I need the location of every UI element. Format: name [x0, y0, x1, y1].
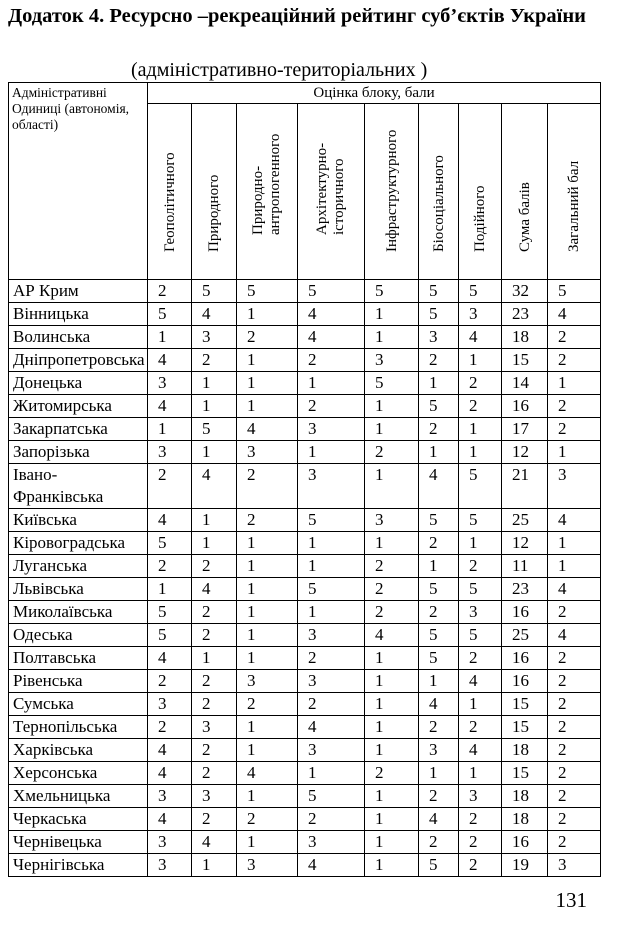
- score-cell: 2: [548, 670, 601, 693]
- score-cell: 5: [459, 509, 502, 532]
- score-cell: 2: [237, 509, 298, 532]
- score-cell: 2: [548, 716, 601, 739]
- score-cell: 1: [548, 441, 601, 464]
- score-cell: 2: [192, 624, 237, 647]
- score-cell: 2: [298, 349, 365, 372]
- score-cell: 3: [192, 326, 237, 349]
- table-row: [9, 418, 601, 441]
- score-cell: 2: [237, 808, 298, 831]
- score-cell: 2: [548, 693, 601, 716]
- score-cell: 1: [298, 532, 365, 555]
- score-cell: 2: [548, 831, 601, 854]
- score-cell: 3: [298, 418, 365, 441]
- score-cell: 2: [548, 349, 601, 372]
- score-cell: 4: [548, 509, 601, 532]
- score-cell: 3: [148, 372, 192, 395]
- score-cell: 2: [298, 693, 365, 716]
- score-cell: 1: [192, 647, 237, 670]
- column-header: [365, 104, 419, 280]
- score-cell: 4: [365, 624, 419, 647]
- score-cell: 3: [365, 509, 419, 532]
- score-cell: 2: [548, 739, 601, 762]
- region-name: Донецька: [9, 372, 148, 395]
- score-cell: 5: [365, 372, 419, 395]
- region-name: Волинська: [9, 326, 148, 349]
- score-cell: 4: [237, 418, 298, 441]
- score-cell: 1: [192, 509, 237, 532]
- column-header: [459, 104, 502, 280]
- score-cell: 2: [148, 555, 192, 578]
- score-cell: 2: [419, 831, 459, 854]
- score-cell: 2: [192, 670, 237, 693]
- score-cell: 1: [365, 303, 419, 326]
- region-name: Херсонська: [9, 762, 148, 785]
- score-cell: 5: [298, 509, 365, 532]
- column-header: [548, 104, 601, 280]
- score-cell: 1: [298, 441, 365, 464]
- score-cell: 15: [502, 716, 548, 739]
- score-cell: 1: [237, 395, 298, 418]
- table-row: [9, 670, 601, 693]
- score-cell: 2: [548, 762, 601, 785]
- score-cell: 5: [148, 532, 192, 555]
- table-row: [9, 349, 601, 372]
- score-cell: 2: [419, 532, 459, 555]
- score-cell: 1: [365, 854, 419, 877]
- score-cell: 1: [365, 808, 419, 831]
- score-cell: 4: [192, 303, 237, 326]
- score-cell: 4: [148, 739, 192, 762]
- score-cell: 5: [298, 785, 365, 808]
- score-cell: 4: [148, 808, 192, 831]
- score-cell: 3: [459, 601, 502, 624]
- score-cell: 2: [548, 647, 601, 670]
- score-cell: 1: [459, 418, 502, 441]
- table-row: [9, 854, 601, 877]
- score-cell: 2: [237, 693, 298, 716]
- score-cell: 4: [237, 762, 298, 785]
- score-cell: 2: [365, 601, 419, 624]
- score-cell: 2: [459, 831, 502, 854]
- score-cell: 1: [365, 739, 419, 762]
- score-cell: 5: [419, 509, 459, 532]
- score-cell: 1: [237, 831, 298, 854]
- score-cell: 3: [419, 739, 459, 762]
- region-name: Житомирська: [9, 395, 148, 418]
- column-header-label: Природно- антропогенного: [250, 133, 283, 235]
- score-cell: 2: [548, 418, 601, 441]
- score-cell: 5: [298, 280, 365, 303]
- score-cell: 2: [192, 555, 237, 578]
- score-cell: 2: [192, 693, 237, 716]
- score-cell: 5: [419, 303, 459, 326]
- score-cell: 2: [459, 854, 502, 877]
- score-cell: 25: [502, 509, 548, 532]
- score-cell: 4: [459, 326, 502, 349]
- score-cell: 1: [148, 418, 192, 441]
- rating-table: [8, 82, 601, 877]
- score-cell: 2: [548, 808, 601, 831]
- score-cell: 3: [148, 854, 192, 877]
- region-name: АР Крим: [9, 280, 148, 303]
- table-row: [9, 647, 601, 670]
- table-row: [9, 831, 601, 854]
- score-cell: 1: [459, 762, 502, 785]
- score-cell: 15: [502, 693, 548, 716]
- score-cell: 5: [148, 624, 192, 647]
- score-cell: 3: [459, 785, 502, 808]
- score-cell: 18: [502, 326, 548, 349]
- column-header-label: Інфраструктурного: [383, 129, 400, 252]
- table-row: [9, 372, 601, 395]
- score-cell: 1: [459, 441, 502, 464]
- table-row: [9, 509, 601, 532]
- score-cell: 1: [419, 555, 459, 578]
- table-row: [9, 555, 601, 578]
- score-cell: 1: [192, 854, 237, 877]
- score-cell: 1: [237, 372, 298, 395]
- score-cell: 4: [419, 693, 459, 716]
- score-cell: 1: [237, 578, 298, 601]
- column-header-label: Загальний бал: [566, 160, 583, 252]
- score-cell: 5: [419, 578, 459, 601]
- score-cell: 4: [548, 624, 601, 647]
- score-cell: 5: [419, 624, 459, 647]
- region-name: Черкаська: [9, 808, 148, 831]
- score-cell: 2: [148, 716, 192, 739]
- table-row: [9, 441, 601, 464]
- score-cell: 2: [419, 716, 459, 739]
- score-cell: 1: [548, 532, 601, 555]
- score-cell: 1: [298, 372, 365, 395]
- score-cell: 1: [365, 647, 419, 670]
- score-cell: 4: [419, 808, 459, 831]
- score-cell: 2: [459, 647, 502, 670]
- score-cell: 14: [502, 372, 548, 395]
- region-name: Кіровоградська: [9, 532, 148, 555]
- score-cell: 1: [148, 326, 192, 349]
- column-header-label: Сума балів: [516, 182, 533, 252]
- score-cell: 1: [237, 716, 298, 739]
- table-row: [9, 716, 601, 739]
- score-cell: 3: [192, 785, 237, 808]
- column-header: [148, 104, 192, 280]
- score-cell: 2: [237, 464, 298, 509]
- score-cell: 1: [548, 372, 601, 395]
- score-cell: 3: [298, 670, 365, 693]
- score-cell: 2: [419, 601, 459, 624]
- score-cell: 4: [419, 464, 459, 509]
- region-name: Івано-Франківська: [9, 464, 148, 509]
- score-cell: 2: [459, 808, 502, 831]
- score-cell: 1: [192, 532, 237, 555]
- score-cell: 2: [192, 739, 237, 762]
- score-cell: 5: [298, 578, 365, 601]
- table-row: [9, 785, 601, 808]
- score-cell: 2: [419, 785, 459, 808]
- score-cell: 3: [298, 624, 365, 647]
- score-cell: 16: [502, 601, 548, 624]
- score-cell: 15: [502, 349, 548, 372]
- score-cell: 1: [419, 372, 459, 395]
- table-row: [9, 578, 601, 601]
- score-cell: 1: [459, 693, 502, 716]
- score-cell: 1: [365, 693, 419, 716]
- region-name: Рівенська: [9, 670, 148, 693]
- score-cell: 32: [502, 280, 548, 303]
- score-cell: 3: [148, 831, 192, 854]
- score-cell: 1: [365, 418, 419, 441]
- score-cell: 16: [502, 395, 548, 418]
- score-cell: 2: [459, 372, 502, 395]
- column-header: [419, 104, 459, 280]
- score-cell: 4: [192, 464, 237, 509]
- score-cell: 1: [148, 578, 192, 601]
- score-cell: 1: [237, 555, 298, 578]
- score-cell: 5: [192, 280, 237, 303]
- region-name: Київська: [9, 509, 148, 532]
- score-cell: 2: [365, 762, 419, 785]
- score-cell: 5: [419, 280, 459, 303]
- score-cell: 1: [365, 831, 419, 854]
- score-cell: 4: [192, 831, 237, 854]
- column-header-label: Біосоціального: [430, 155, 447, 252]
- score-cell: 4: [298, 854, 365, 877]
- table-row: [9, 624, 601, 647]
- region-name: Чернігівська: [9, 854, 148, 877]
- score-cell: 18: [502, 808, 548, 831]
- table-row: [9, 601, 601, 624]
- score-cell: 23: [502, 578, 548, 601]
- column-header-label: Архітектурно- історичного: [314, 142, 347, 235]
- score-cell: 17: [502, 418, 548, 441]
- region-name: Луганська: [9, 555, 148, 578]
- column-header: [502, 104, 548, 280]
- score-cell: 1: [237, 624, 298, 647]
- score-cell: 1: [237, 303, 298, 326]
- page-title: Додаток 4. Ресурсно –рекреаційний рейтинг суб’єктів України: [8, 5, 586, 27]
- score-cell: 1: [237, 601, 298, 624]
- score-cell: 16: [502, 647, 548, 670]
- score-cell: 1: [298, 555, 365, 578]
- page-number: 131: [555, 888, 587, 912]
- score-cell: 1: [548, 555, 601, 578]
- score-cell: 3: [548, 464, 601, 509]
- score-cell: 2: [365, 441, 419, 464]
- score-cell: 3: [148, 441, 192, 464]
- table-row: [9, 532, 601, 555]
- score-cell: 2: [459, 555, 502, 578]
- score-cell: 3: [298, 464, 365, 509]
- score-cell: 2: [148, 670, 192, 693]
- region-name: Харківська: [9, 739, 148, 762]
- score-cell: 2: [298, 808, 365, 831]
- score-cell: 16: [502, 670, 548, 693]
- score-cell: 5: [459, 280, 502, 303]
- column-header-label: Природного: [206, 174, 222, 252]
- score-cell: 4: [148, 395, 192, 418]
- score-cell: 2: [237, 326, 298, 349]
- score-cell: 2: [192, 808, 237, 831]
- score-cell: 2: [548, 785, 601, 808]
- score-cell: 1: [298, 762, 365, 785]
- score-cell: 2: [365, 578, 419, 601]
- column-header: [237, 104, 298, 280]
- table-row: [9, 280, 601, 303]
- region-name: Чернівецька: [9, 831, 148, 854]
- score-cell: 4: [298, 326, 365, 349]
- score-cell: 3: [548, 854, 601, 877]
- score-cell: 4: [148, 762, 192, 785]
- score-cell: 5: [192, 418, 237, 441]
- table-row: [9, 464, 601, 509]
- score-cell: 2: [192, 601, 237, 624]
- score-cell: 5: [548, 280, 601, 303]
- corner-header: Адміністративні Одиниці (автономія, області): [9, 83, 148, 280]
- score-cell: 3: [298, 831, 365, 854]
- score-cell: 1: [419, 441, 459, 464]
- score-cell: 1: [237, 647, 298, 670]
- region-name: Закарпатська: [9, 418, 148, 441]
- score-cell: 19: [502, 854, 548, 877]
- score-cell: 4: [298, 716, 365, 739]
- score-cell: 1: [365, 532, 419, 555]
- score-cell: 1: [298, 601, 365, 624]
- score-cell: 1: [192, 372, 237, 395]
- region-name: Запорізька: [9, 441, 148, 464]
- score-cell: 2: [548, 395, 601, 418]
- region-name: Одеська: [9, 624, 148, 647]
- score-cell: 4: [148, 647, 192, 670]
- table-row: [9, 808, 601, 831]
- score-cell: 3: [148, 693, 192, 716]
- score-cell: 3: [192, 716, 237, 739]
- score-cell: 15: [502, 762, 548, 785]
- score-cell: 4: [148, 349, 192, 372]
- region-name: Тернопільська: [9, 716, 148, 739]
- region-name: Сумська: [9, 693, 148, 716]
- table-row: [9, 739, 601, 762]
- score-cell: 1: [365, 326, 419, 349]
- score-cell: 1: [419, 762, 459, 785]
- column-header: [192, 104, 237, 280]
- region-name: Миколаївська: [9, 601, 148, 624]
- score-cell: 1: [459, 532, 502, 555]
- region-name: Львівська: [9, 578, 148, 601]
- table-row: [9, 693, 601, 716]
- group-header: Оцінка блоку, бали: [148, 83, 601, 104]
- score-cell: 5: [365, 280, 419, 303]
- score-cell: 3: [365, 349, 419, 372]
- score-cell: 2: [459, 395, 502, 418]
- score-cell: 25: [502, 624, 548, 647]
- score-cell: 1: [237, 349, 298, 372]
- column-header: [298, 104, 365, 280]
- score-cell: 1: [237, 785, 298, 808]
- score-cell: 18: [502, 785, 548, 808]
- column-header-label: Геополітичного: [161, 152, 178, 252]
- score-cell: 5: [419, 647, 459, 670]
- score-cell: 5: [459, 464, 502, 509]
- score-cell: 3: [237, 441, 298, 464]
- score-cell: 4: [548, 578, 601, 601]
- score-cell: 4: [148, 509, 192, 532]
- score-cell: 2: [148, 464, 192, 509]
- region-name: Полтавська: [9, 647, 148, 670]
- score-cell: 2: [419, 418, 459, 441]
- score-cell: 1: [365, 464, 419, 509]
- score-cell: 23: [502, 303, 548, 326]
- score-cell: 4: [192, 578, 237, 601]
- table-row: [9, 326, 601, 349]
- table-row: [9, 303, 601, 326]
- score-cell: 3: [237, 854, 298, 877]
- score-cell: 21: [502, 464, 548, 509]
- score-cell: 12: [502, 532, 548, 555]
- score-cell: 5: [237, 280, 298, 303]
- score-cell: 3: [298, 739, 365, 762]
- score-cell: 2: [548, 601, 601, 624]
- score-cell: 12: [502, 441, 548, 464]
- score-cell: 3: [237, 670, 298, 693]
- region-name: Вінницька: [9, 303, 148, 326]
- score-cell: 3: [419, 326, 459, 349]
- score-cell: 1: [237, 739, 298, 762]
- score-cell: 2: [148, 280, 192, 303]
- score-cell: 5: [419, 854, 459, 877]
- table-row: [9, 395, 601, 418]
- page-subtitle: (адміністративно-територіальних ): [131, 59, 428, 81]
- table-row: [9, 762, 601, 785]
- score-cell: 11: [502, 555, 548, 578]
- score-cell: 4: [459, 739, 502, 762]
- score-cell: 1: [419, 670, 459, 693]
- score-cell: 5: [148, 303, 192, 326]
- score-cell: 2: [459, 716, 502, 739]
- score-cell: 1: [365, 716, 419, 739]
- score-cell: 1: [237, 532, 298, 555]
- score-cell: 18: [502, 739, 548, 762]
- score-cell: 5: [148, 601, 192, 624]
- score-cell: 5: [419, 395, 459, 418]
- score-cell: 3: [459, 303, 502, 326]
- score-cell: 5: [459, 624, 502, 647]
- score-cell: 1: [365, 670, 419, 693]
- score-cell: 5: [459, 578, 502, 601]
- score-cell: 2: [298, 647, 365, 670]
- region-name: Дніпропетровська: [9, 349, 148, 372]
- score-cell: 1: [192, 441, 237, 464]
- score-cell: 4: [459, 670, 502, 693]
- score-cell: 1: [459, 349, 502, 372]
- score-cell: 1: [365, 785, 419, 808]
- score-cell: 1: [365, 395, 419, 418]
- score-cell: 2: [365, 555, 419, 578]
- score-cell: 16: [502, 831, 548, 854]
- score-cell: 4: [298, 303, 365, 326]
- region-name: Хмельницька: [9, 785, 148, 808]
- score-cell: 2: [419, 349, 459, 372]
- score-cell: 2: [192, 762, 237, 785]
- column-header-label: Подійного: [472, 185, 488, 252]
- score-cell: 4: [548, 303, 601, 326]
- score-cell: 2: [548, 326, 601, 349]
- score-cell: 1: [192, 395, 237, 418]
- score-cell: 2: [298, 395, 365, 418]
- score-cell: 3: [148, 785, 192, 808]
- score-cell: 2: [192, 349, 237, 372]
